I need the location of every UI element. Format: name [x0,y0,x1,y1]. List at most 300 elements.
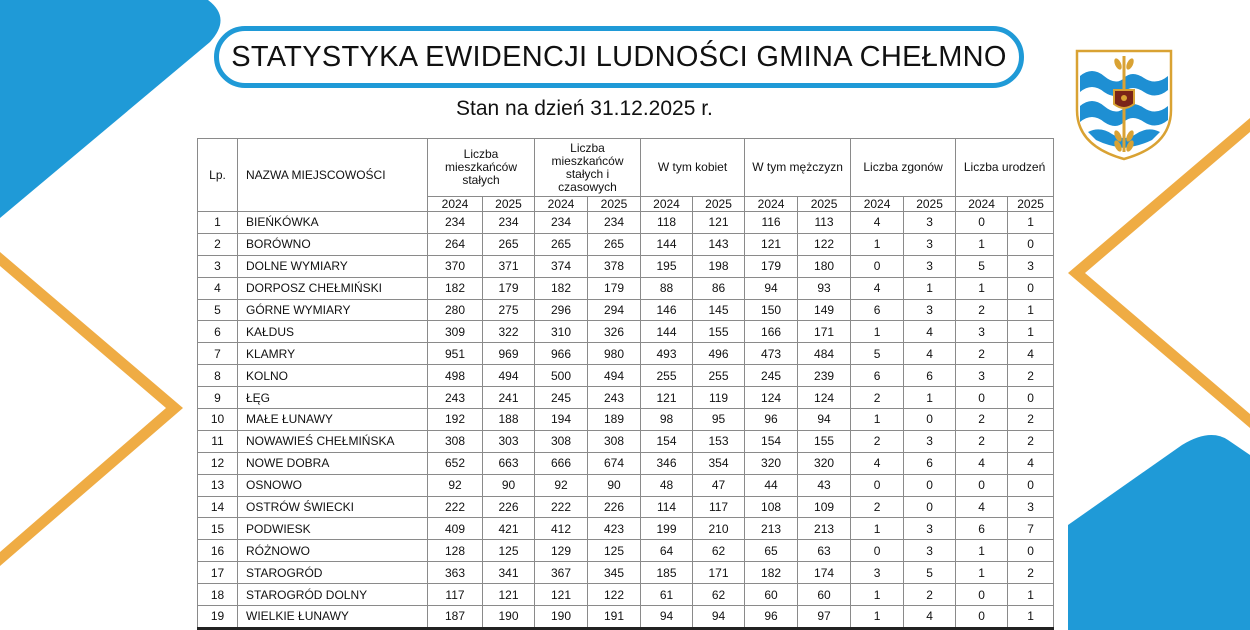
table-cell: 265 [588,233,641,255]
table-cell: 98 [641,409,693,431]
table-cell: 346 [641,452,693,474]
table-cell: 4 [851,452,904,474]
table-cell: 1 [1008,584,1054,606]
table-cell: 310 [535,321,588,343]
table-cell: 1 [956,277,1008,299]
table-cell: 1 [851,606,904,629]
table-cell: 119 [693,387,745,409]
table-cell: 117 [428,584,483,606]
table-cell: 0 [851,255,904,277]
table-cell: 309 [428,321,483,343]
table-cell: 60 [798,584,851,606]
table-cell: 3 [904,212,956,234]
locality-name: MAŁE ŁUNAWY [238,409,428,431]
table-cell: 121 [483,584,535,606]
table-cell: 94 [641,606,693,629]
col-header-lp: Lp. [198,139,238,212]
table-cell: 179 [588,277,641,299]
table-cell: 0 [1008,233,1054,255]
population-table [197,138,1054,630]
table-cell: 354 [693,452,745,474]
table-cell: 1 [956,233,1008,255]
col-header-group: Liczba mieszkańców stałych i czasowych [535,139,641,197]
year-header: 2024 [428,197,483,212]
row-number: 8 [198,365,238,387]
table-cell: 1 [1008,299,1054,321]
table-cell: 3 [956,365,1008,387]
locality-name: ŁĘG [238,387,428,409]
table-row [198,562,1054,584]
table-cell: 1 [851,518,904,540]
table-cell: 64 [641,540,693,562]
table-cell: 144 [641,321,693,343]
table-cell: 188 [483,409,535,431]
table-cell: 264 [428,233,483,255]
year-header: 2024 [745,197,798,212]
table-cell: 94 [745,277,798,299]
table-cell: 308 [428,430,483,452]
table-cell: 144 [641,233,693,255]
year-header: 2025 [1008,197,1054,212]
table-cell: 43 [798,474,851,496]
table-cell: 47 [693,474,745,496]
table-cell: 149 [798,299,851,321]
locality-name: RÓŻNOWO [238,540,428,562]
table-cell: 0 [904,496,956,518]
table-cell: 60 [745,584,798,606]
table-cell: 48 [641,474,693,496]
table-cell: 190 [483,606,535,629]
table-cell: 1 [956,562,1008,584]
table-cell: 3 [904,430,956,452]
locality-name: GÓRNE WYMIARY [238,299,428,321]
row-number: 12 [198,452,238,474]
row-number: 4 [198,277,238,299]
table-cell: 951 [428,343,483,365]
table-cell: 6 [851,365,904,387]
page-title: STATYSTYKA EWIDENCJI LUDNOŚCI GMINA CHEŁMNO [231,40,1007,73]
table-cell: 4 [851,277,904,299]
table-cell: 182 [428,277,483,299]
table-row [198,321,1054,343]
locality-name: BIEŃKÓWKA [238,212,428,234]
table-cell: 190 [535,606,588,629]
row-number: 7 [198,343,238,365]
table-cell: 155 [693,321,745,343]
table-cell: 121 [641,387,693,409]
row-number: 16 [198,540,238,562]
table-cell: 4 [904,606,956,629]
table-row [198,343,1054,365]
coat-of-arms-icon [1074,48,1174,162]
table-row [198,540,1054,562]
table-cell: 0 [904,474,956,496]
table-row [198,409,1054,431]
table-cell: 674 [588,452,641,474]
report-date: Stan na dzień 31.12.2025 r. [456,97,713,120]
row-number: 14 [198,496,238,518]
table-cell: 421 [483,518,535,540]
table-cell: 0 [1008,540,1054,562]
table-cell: 3 [1008,496,1054,518]
table-cell: 125 [588,540,641,562]
table-cell: 109 [798,496,851,518]
table-cell: 0 [851,540,904,562]
table-cell: 95 [693,409,745,431]
table-cell: 2 [1008,409,1054,431]
table-cell: 966 [535,343,588,365]
col-header-group: W tym mężczyzn [745,139,851,197]
table-cell: 92 [535,474,588,496]
year-header: 2024 [851,197,904,212]
right-orange-chevron [1068,118,1250,428]
table-cell: 153 [693,430,745,452]
table-cell: 308 [588,430,641,452]
row-number: 10 [198,409,238,431]
table-cell: 171 [798,321,851,343]
table-cell: 0 [1008,387,1054,409]
row-number: 15 [198,518,238,540]
table-row [198,606,1054,629]
locality-name: DOLNE WYMIARY [238,255,428,277]
table-cell: 320 [745,452,798,474]
table-cell: 7 [1008,518,1054,540]
table-cell: 374 [535,255,588,277]
table-cell: 125 [483,540,535,562]
row-number: 5 [198,299,238,321]
table-row [198,518,1054,540]
table-cell: 234 [483,212,535,234]
table-cell: 3 [904,255,956,277]
table-cell: 121 [535,584,588,606]
year-header: 2025 [798,197,851,212]
table-cell: 1 [851,233,904,255]
table-body [198,212,1054,629]
bottom-right-blue-shape [1068,435,1250,630]
table-cell: 61 [641,584,693,606]
table-cell: 2 [956,430,1008,452]
table-cell: 2 [851,430,904,452]
table-cell: 980 [588,343,641,365]
table-cell: 241 [483,387,535,409]
table-cell: 213 [798,518,851,540]
table-cell: 117 [693,496,745,518]
locality-name: KOLNO [238,365,428,387]
table-cell: 62 [693,540,745,562]
table-row [198,212,1054,234]
table-cell: 166 [745,321,798,343]
table-cell: 222 [535,496,588,518]
table-cell: 3 [904,518,956,540]
table-cell: 4 [1008,343,1054,365]
table-row [198,387,1054,409]
table-row [198,584,1054,606]
table-cell: 280 [428,299,483,321]
table-cell: 378 [588,255,641,277]
table-cell: 3 [904,233,956,255]
table-cell: 226 [483,496,535,518]
table-cell: 116 [745,212,798,234]
table-cell: 2 [851,496,904,518]
row-number: 2 [198,233,238,255]
table-cell: 2 [956,409,1008,431]
table-cell: 484 [798,343,851,365]
locality-name: WIELKIE ŁUNAWY [238,606,428,629]
table-cell: 265 [483,233,535,255]
table-cell: 62 [693,584,745,606]
table-cell: 108 [745,496,798,518]
table-cell: 2 [851,387,904,409]
table-cell: 154 [641,430,693,452]
table-cell: 663 [483,452,535,474]
table-cell: 1 [851,409,904,431]
table-cell: 199 [641,518,693,540]
table-cell: 496 [693,343,745,365]
locality-name: DORPOSZ CHEŁMIŃSKI [238,277,428,299]
table-cell: 179 [745,255,798,277]
table-cell: 320 [798,452,851,474]
table-cell: 187 [428,606,483,629]
table-cell: 90 [588,474,641,496]
table-cell: 0 [1008,277,1054,299]
table-cell: 3 [904,299,956,321]
table-cell: 198 [693,255,745,277]
table-cell: 473 [745,343,798,365]
title-banner [214,26,1024,88]
table-cell: 666 [535,452,588,474]
row-number: 17 [198,562,238,584]
table-cell: 1 [904,387,956,409]
table-cell: 2 [956,343,1008,365]
table-cell: 88 [641,277,693,299]
row-number: 3 [198,255,238,277]
table-cell: 0 [956,474,1008,496]
table-cell: 322 [483,321,535,343]
table-cell: 0 [956,212,1008,234]
table-cell: 255 [693,365,745,387]
table-cell: 245 [535,387,588,409]
table-cell: 1 [1008,606,1054,629]
table-cell: 124 [798,387,851,409]
table-cell: 128 [428,540,483,562]
table-cell: 370 [428,255,483,277]
table-cell: 179 [483,277,535,299]
table-cell: 129 [535,540,588,562]
table-cell: 97 [798,606,851,629]
table-cell: 3 [851,562,904,584]
table-row [198,474,1054,496]
col-header-group: Liczba zgonów [851,139,956,197]
table-cell: 0 [956,387,1008,409]
table-cell: 155 [798,430,851,452]
table-cell: 296 [535,299,588,321]
table-cell: 409 [428,518,483,540]
table-cell: 121 [693,212,745,234]
table-cell: 0 [956,606,1008,629]
table-row [198,365,1054,387]
table-cell: 146 [641,299,693,321]
table-cell: 0 [956,584,1008,606]
table-cell: 154 [745,430,798,452]
table-cell: 4 [904,343,956,365]
row-number: 19 [198,606,238,629]
table-cell: 341 [483,562,535,584]
table-cell: 1 [851,321,904,343]
table-cell: 6 [904,452,956,474]
table-cell: 174 [798,562,851,584]
table-cell: 185 [641,562,693,584]
table-cell: 2 [904,584,956,606]
table-cell: 0 [1008,474,1054,496]
locality-name: KAŁDUS [238,321,428,343]
locality-name: NOWE DOBRA [238,452,428,474]
table-cell: 1 [1008,212,1054,234]
table-cell: 243 [588,387,641,409]
table-cell: 498 [428,365,483,387]
table-cell: 2 [1008,430,1054,452]
table-cell: 239 [798,365,851,387]
table-cell: 326 [588,321,641,343]
table-cell: 93 [798,277,851,299]
table-cell: 171 [693,562,745,584]
row-number: 1 [198,212,238,234]
col-header-group: W tym kobiet [641,139,745,197]
table-cell: 145 [693,299,745,321]
table-row [198,255,1054,277]
table-cell: 86 [693,277,745,299]
table-cell: 243 [428,387,483,409]
table-cell: 118 [641,212,693,234]
table-cell: 2 [1008,562,1054,584]
table-cell: 234 [588,212,641,234]
table-row [198,233,1054,255]
table-cell: 2 [1008,365,1054,387]
table-row [198,496,1054,518]
table-cell: 6 [904,365,956,387]
table-cell: 195 [641,255,693,277]
table-cell: 96 [745,606,798,629]
year-header: 2024 [535,197,588,212]
table-header-row [198,139,1054,197]
table-row [198,452,1054,474]
table-cell: 94 [798,409,851,431]
table-cell: 5 [851,343,904,365]
table-cell: 294 [588,299,641,321]
table-row [198,277,1054,299]
table-cell: 969 [483,343,535,365]
table-cell: 90 [483,474,535,496]
table-cell: 5 [904,562,956,584]
row-number: 18 [198,584,238,606]
year-header: 2025 [904,197,956,212]
table-cell: 367 [535,562,588,584]
population-table-container [197,138,1053,630]
table-cell: 0 [904,409,956,431]
table-cell: 189 [588,409,641,431]
table-cell: 213 [745,518,798,540]
col-header-group: Liczba mieszkańców stałych [428,139,535,197]
table-cell: 226 [588,496,641,518]
locality-name: OSNOWO [238,474,428,496]
table-cell: 5 [956,255,1008,277]
locality-name: BORÓWNO [238,233,428,255]
locality-name: STAROGRÓD DOLNY [238,584,428,606]
col-header-group: Liczba urodzeń [956,139,1054,197]
table-cell: 412 [535,518,588,540]
table-cell: 122 [798,233,851,255]
table-cell: 423 [588,518,641,540]
table-cell: 3 [904,540,956,562]
table-cell: 192 [428,409,483,431]
table-cell: 63 [798,540,851,562]
table-cell: 234 [428,212,483,234]
table-cell: 44 [745,474,798,496]
table-cell: 6 [851,299,904,321]
table-cell: 3 [956,321,1008,343]
table-row [198,299,1054,321]
locality-name: STAROGRÓD [238,562,428,584]
col-header-name: NAZWA MIEJSCOWOŚCI [238,139,428,212]
table-cell: 3 [1008,255,1054,277]
table-cell: 4 [904,321,956,343]
table-cell: 4 [956,452,1008,474]
table-cell: 6 [956,518,1008,540]
table-row [198,430,1054,452]
year-header: 2024 [641,197,693,212]
table-cell: 494 [588,365,641,387]
table-cell: 122 [588,584,641,606]
table-cell: 2 [956,299,1008,321]
table-cell: 143 [693,233,745,255]
table-cell: 65 [745,540,798,562]
table-cell: 4 [1008,452,1054,474]
table-cell: 1 [956,540,1008,562]
table-cell: 1 [1008,321,1054,343]
table-cell: 210 [693,518,745,540]
year-header: 2025 [588,197,641,212]
table-cell: 0 [851,474,904,496]
table-cell: 494 [483,365,535,387]
table-cell: 180 [798,255,851,277]
table-cell: 4 [851,212,904,234]
row-number: 6 [198,321,238,343]
table-cell: 275 [483,299,535,321]
top-left-blue-shape [0,0,221,218]
table-cell: 194 [535,409,588,431]
table-cell: 652 [428,452,483,474]
year-header: 2025 [483,197,535,212]
year-header: 2024 [956,197,1008,212]
year-header: 2025 [693,197,745,212]
table-cell: 121 [745,233,798,255]
table-cell: 92 [428,474,483,496]
table-cell: 345 [588,562,641,584]
table-cell: 363 [428,562,483,584]
table-cell: 234 [535,212,588,234]
table-cell: 124 [745,387,798,409]
table-cell: 303 [483,430,535,452]
table-cell: 245 [745,365,798,387]
table-cell: 493 [641,343,693,365]
left-orange-chevron [0,252,183,566]
table-cell: 255 [641,365,693,387]
locality-name: KLAMRY [238,343,428,365]
table-cell: 113 [798,212,851,234]
table-cell: 94 [693,606,745,629]
table-cell: 96 [745,409,798,431]
table-cell: 371 [483,255,535,277]
table-cell: 1 [904,277,956,299]
